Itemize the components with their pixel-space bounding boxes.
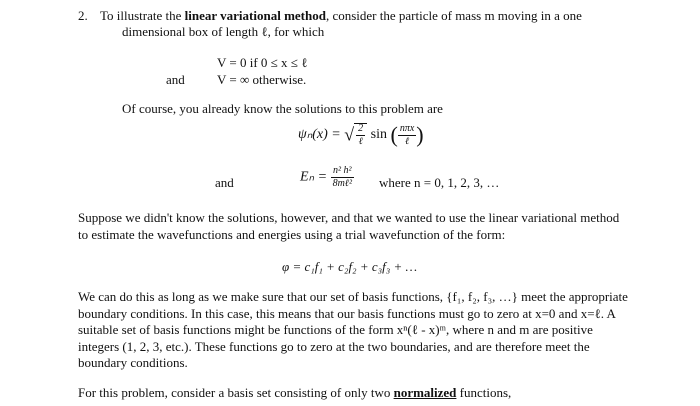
problem-number: 2. xyxy=(78,8,88,23)
wavefunction-equation: ψₙ(x) = √ $\frac{2}{\text{ℓ}}$ sin ( $\frac{\text{nπx}}{\text{ℓ}}$ ) xyxy=(298,122,424,147)
intro-bold-term: linear variational method xyxy=(184,8,326,23)
trial-wavefunction: φ = c₁f₁ + c₂f₂ + c₃f₃ + … xyxy=(282,259,418,274)
potential-and-label: and xyxy=(166,72,185,87)
intro-text-after: , consider the particle of mass m moving in a one xyxy=(325,8,582,23)
final-text-before: For this problem, consider a basis set consisting of only two xyxy=(78,385,394,400)
energy-lhs: Eₙ = xyxy=(300,169,328,185)
problem-intro-line2: dimensional box of length ℓ, for which xyxy=(122,24,325,39)
problem-intro xyxy=(100,8,582,24)
basis-line-2: boundary conditions. In this case, this means that our basis functions must go to zero at x=0 and x=ℓ. A xyxy=(78,305,616,321)
suppose-paragraph xyxy=(78,210,670,243)
intro-text-before: To illustrate the xyxy=(100,8,185,23)
energy-where-clause: where n = 0, 1, 2, 3, … xyxy=(379,175,500,190)
suppose-line-2: to estimate the wavefunctions and energies using a trial wavefunction of the form: xyxy=(78,226,506,242)
sqrt-numerator: 2 xyxy=(358,123,364,134)
potential-line-1: V = 0 if 0 ≤ x ≤ ℓ xyxy=(217,55,308,70)
suppose-line-1: Suppose we didn't know the solutions, however, and that we wanted to use the linear variational method xyxy=(78,210,620,225)
potential-line-2: V = ∞ otherwise. xyxy=(217,72,307,87)
wavefunction-lhs: ψₙ(x) = xyxy=(298,127,341,143)
sin-function: sin xyxy=(370,127,387,143)
final-line xyxy=(78,385,511,401)
sin-arg-numerator: nπx xyxy=(399,122,415,134)
energy-numerator: n² h² xyxy=(331,166,354,178)
basis-line-5: boundary conditions. xyxy=(78,355,188,370)
sin-arg-denominator: ℓ xyxy=(404,135,410,147)
energy-denominator: 8mℓ² xyxy=(332,178,352,189)
basis-line-3: suitable set of basis functions might be functions of the form xⁿ(ℓ - x)ᵐ, where n and m are positive xyxy=(78,322,593,337)
basis-paragraph xyxy=(78,289,670,372)
basis-line-4: integers (1, 2, 3, etc.). These functions go to zero at the two boundaries, and are therefore meet the xyxy=(78,338,590,354)
energy-and-label: and xyxy=(215,175,234,190)
sqrt-denominator: ℓ xyxy=(358,136,363,147)
normalized-term: normalized xyxy=(393,385,457,400)
energy-equation xyxy=(300,166,354,189)
basis-line-1: We can do this as long as we make sure that our set of basis functions, {f₁, f₂, f₃, …} meet the appropriate xyxy=(78,289,628,304)
final-text-after: functions, xyxy=(456,385,512,400)
solutions-intro: Of course, you already know the solutions to this problem are xyxy=(122,101,443,116)
